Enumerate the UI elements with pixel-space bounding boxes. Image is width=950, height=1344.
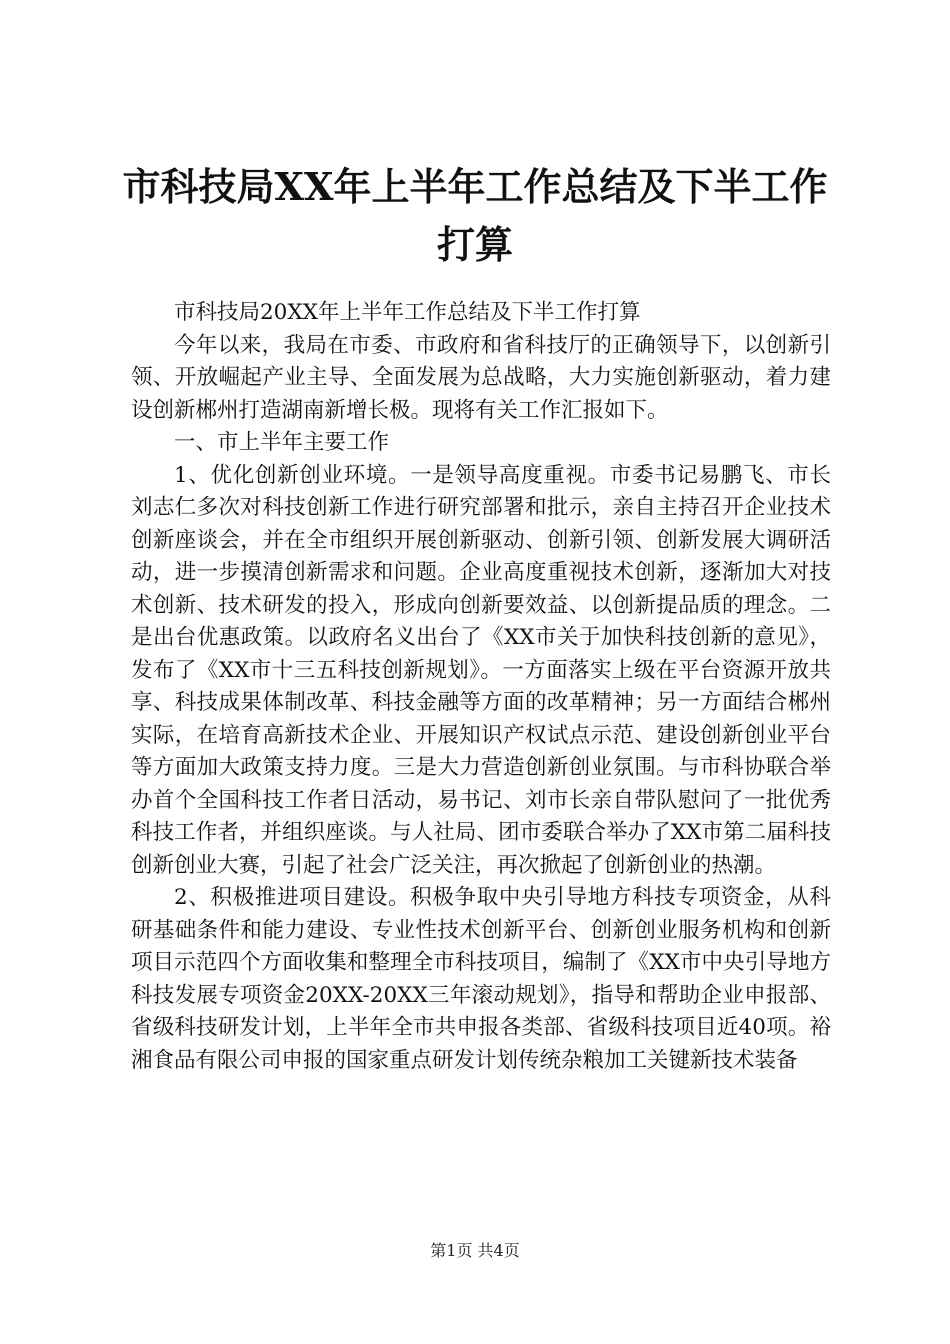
body-paragraph: 1、优化创新创业环境。一是领导高度重视。市委书记易鹏飞、市长刘志仁多次对科技创新工作进行研究部署和批示，亲自主持召开企业技术创新座谈会，并在全市组织开展创新驱动、创新引领、创新发展大调研活动，进一步摸清创新需求和问题。企业高度重视技术创新，逐渐加大对技术创新、技术研发的投入，形成向创新要效益、以创新提品质的理念。二是出台优惠政策。以政府名义出台了《XX市关于加快科技创新的意见》，发布了《XX市十三五科技创新规划》。一方面落实上级在平台资源开放共享、科技成果体制改革、科技金融等方面的改革精神；另一方面结合郴州实际，在培育高新技术企业、开展知识产权试点示范、建设创新创业平台等方面加大政策支持力度。三是大力营造创新创业氛围。与市科协联合举办首个全国科技工作者日活动，易书记、刘市长亲自带队慰问了一批优秀科技工作者，并组织座谈。与人社局、团市委联合举办了XX市第二届科技创新创业大赛，引起了社会广泛关注，再次掀起了创新创业的热潮。 xyxy=(131,462,831,878)
section-heading: 一、市上半年主要工作 xyxy=(174,430,390,455)
body-paragraph: 2、积极推进项目建设。积极争取中央引导地方科技专项资金，从科研基础条件和能力建设、专业性技术创新平台、创新创业服务机构和创新项目示范四个方面收集和整理全市科技项目，编制了《XX市中央引导地方科技发展专项资金20XX-20XX三年滚动规划》，指导和帮助企业申报部、省级科技研发计划，上半年全市共申报各类部、省级科技项目近40项。裕湘食品有限公司申报的国家重点研发计划传统杂粮加工关键新技术装备 xyxy=(131,885,831,1073)
page-footer: 第1页 共4页 xyxy=(430,1241,520,1260)
intro-paragraph: 今年以来，我局在市委、市政府和省科技厅的正确领导下，以创新引领、开放崛起产业主导、全面发展为总战略，大力实施创新驱动，着力建设创新郴州打造湖南新增长极。现将有关工作汇报如下。 xyxy=(131,332,831,423)
subtitle-paragraph: 市科技局20XX年上半年工作总结及下半工作打算 xyxy=(174,300,641,325)
document-title: 市科技局XX年上半年工作总结及下半工作打算 xyxy=(122,164,828,267)
document-body xyxy=(131,297,831,1077)
